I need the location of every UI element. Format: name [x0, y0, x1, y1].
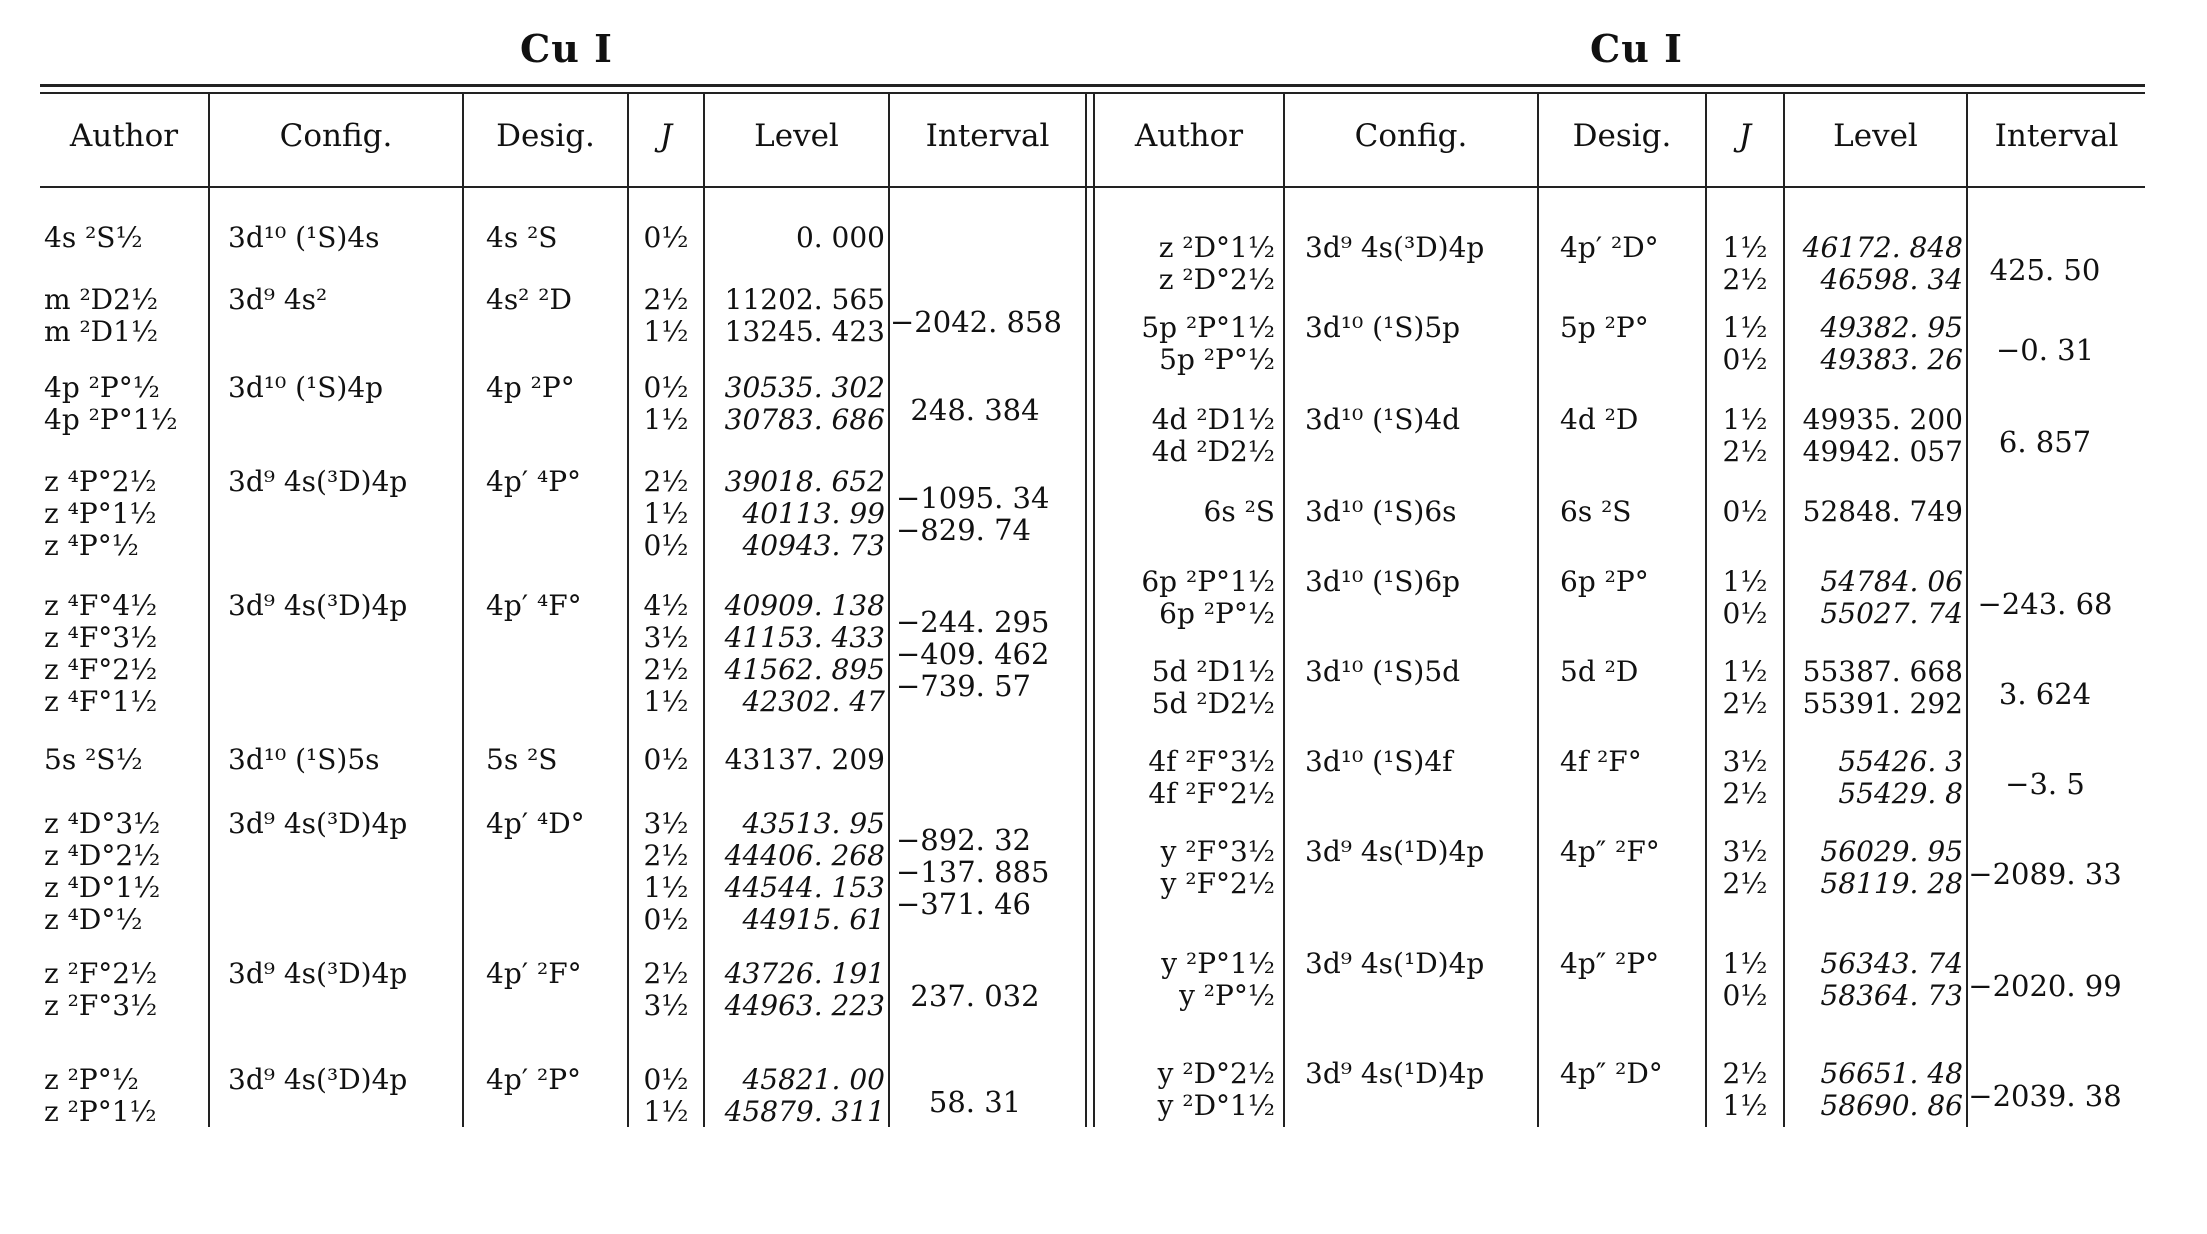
configuration: 3d¹⁰ (¹S)6s: [1305, 495, 1457, 528]
j-value: 1½: [643, 403, 689, 436]
center-double-rule: [1085, 92, 1087, 1127]
j-value: 0½: [1722, 495, 1768, 528]
interval-value: −409. 462: [896, 637, 1050, 671]
interval-value: −892. 32: [896, 823, 1031, 857]
designation: 4f ²F°: [1560, 745, 1642, 778]
level-value: 46172. 848: [1802, 231, 1963, 264]
j-value: 1½: [1722, 565, 1768, 598]
level-value: 0. 000: [795, 221, 885, 254]
designation: 5p ²P°: [1560, 311, 1649, 344]
header-desig: Desig.: [496, 118, 595, 154]
author-term: z ²D°1½: [1158, 231, 1275, 264]
configuration: 3d⁹ 4s²: [228, 283, 328, 316]
author-term: 5d ²D1½: [1151, 655, 1275, 688]
header-level: Level: [1833, 118, 1918, 154]
j-value: 1½: [1722, 947, 1768, 980]
author-term: 5s ²S½: [44, 743, 143, 776]
j-value: 2½: [643, 839, 689, 872]
j-value: 0½: [643, 903, 689, 936]
level-value: 56029. 95: [1820, 835, 1963, 868]
header-desig: Desig.: [1572, 118, 1672, 154]
j-value: 1½: [643, 685, 689, 718]
author-term: m ²D1½: [44, 315, 159, 348]
author-term: 4p ²P°½: [44, 371, 160, 404]
author-term: z ⁴F°1½: [44, 685, 158, 718]
j-value: 2½: [1722, 435, 1768, 468]
interval-value: 3. 624: [1998, 677, 2092, 711]
level-value: 43137. 209: [724, 743, 885, 776]
author-term: z ²D°2½: [1158, 263, 1275, 296]
configuration: 3d¹⁰ (¹S)5s: [228, 743, 380, 776]
interval-value: −0. 31: [1995, 333, 2095, 367]
level-value: 44915. 61: [742, 903, 885, 936]
level-value: 58364. 73: [1820, 979, 1963, 1012]
header-interval: Interval: [1994, 118, 2119, 154]
level-value: 46598. 34: [1820, 263, 1963, 296]
designation: 4p′ ²F°: [486, 957, 582, 990]
author-term: 5p ²P°1½: [1141, 311, 1275, 344]
author-term: z ⁴D°2½: [44, 839, 161, 872]
author-term: z ⁴F°4½: [44, 589, 158, 622]
author-term: z ⁴D°3½: [44, 807, 161, 840]
level-value: 55387. 668: [1802, 655, 1963, 688]
header-author: Author: [69, 118, 179, 154]
j-value: 2½: [643, 283, 689, 316]
interval-value: −2020. 99: [1968, 969, 2122, 1003]
j-value: 0½: [643, 1063, 689, 1096]
j-value: 0½: [643, 529, 689, 562]
j-value: 1½: [643, 315, 689, 348]
author-term: y ²P°½: [1179, 979, 1275, 1012]
column-rule: [627, 92, 629, 1127]
configuration: 3d¹⁰ (¹S)5p: [1305, 311, 1461, 344]
j-value: 2½: [643, 957, 689, 990]
interval-value: −137. 885: [896, 855, 1050, 889]
j-value: 2½: [1722, 1057, 1768, 1090]
header-j: J: [659, 118, 673, 154]
author-term: y ²F°3½: [1160, 835, 1275, 868]
author-term: z ²P°1½: [44, 1095, 157, 1128]
author-term: m ²D2½: [44, 283, 159, 316]
header-j: J: [1738, 118, 1752, 154]
designation: 6p ²P°: [1560, 565, 1649, 598]
designation: 4d ²D: [1560, 403, 1639, 436]
configuration: 3d¹⁰ (¹S)6p: [1305, 565, 1461, 598]
j-value: 2½: [643, 653, 689, 686]
designation: 4p′ ²P°: [486, 1063, 582, 1096]
designation: 6s ²S: [1560, 495, 1632, 528]
author-term: 5d ²D2½: [1151, 687, 1275, 720]
designation: 4p′ ⁴P°: [486, 465, 582, 498]
author-term: 4d ²D2½: [1151, 435, 1275, 468]
level-value: 11202. 565: [724, 283, 885, 316]
level-value: 44963. 223: [724, 989, 885, 1022]
j-value: 3½: [1722, 745, 1768, 778]
level-value: 40113. 99: [742, 497, 885, 530]
level-value: 55429. 8: [1838, 777, 1963, 810]
configuration: 3d⁹ 4s(³D)4p: [228, 465, 408, 498]
header-config: Config.: [1354, 118, 1468, 154]
author-term: z ⁴P°2½: [44, 465, 157, 498]
designation: 4p″ ²F°: [1560, 835, 1660, 868]
j-value: 2½: [1722, 867, 1768, 900]
level-value: 45821. 00: [742, 1063, 885, 1096]
j-value: 2½: [1722, 687, 1768, 720]
designation: 4p′ ⁴F°: [486, 589, 582, 622]
level-value: 44544. 153: [724, 871, 885, 904]
j-value: 0½: [643, 743, 689, 776]
author-term: z ⁴D°½: [44, 903, 143, 936]
level-value: 54784. 06: [1820, 565, 1963, 598]
j-value: 3½: [643, 989, 689, 1022]
designation: 4s² ²D: [486, 283, 572, 316]
configuration: 3d⁹ 4s(³D)4p: [228, 807, 408, 840]
column-rule: [1283, 92, 1285, 1127]
level-value: 55027. 74: [1820, 597, 1963, 630]
j-value: 4½: [643, 589, 689, 622]
j-value: 0½: [1722, 597, 1768, 630]
j-value: 1½: [1722, 655, 1768, 688]
interval-value: −2039. 38: [1968, 1079, 2122, 1113]
level-value: 30783. 686: [724, 403, 885, 436]
configuration: 3d⁹ 4s(³D)4p: [228, 1063, 408, 1096]
interval-value: 237. 032: [910, 979, 1040, 1013]
j-value: 3½: [643, 807, 689, 840]
author-term: 4d ²D1½: [1151, 403, 1275, 436]
configuration: 3d⁹ 4s(¹D)4p: [1305, 947, 1485, 980]
designation: 4p′ ²D°: [1560, 231, 1659, 264]
level-value: 39018. 652: [724, 465, 885, 498]
top-rule: [40, 84, 2145, 87]
j-value: 3½: [1722, 835, 1768, 868]
designation: 5s ²S: [486, 743, 558, 776]
interval-value: −1095. 34: [896, 481, 1050, 515]
j-value: 1½: [1722, 403, 1768, 436]
author-term: y ²P°1½: [1161, 947, 1275, 980]
j-value: 0½: [1722, 343, 1768, 376]
configuration: 3d⁹ 4s(¹D)4p: [1305, 1057, 1485, 1090]
j-value: 2½: [643, 465, 689, 498]
interval-value: −739. 57: [896, 669, 1031, 703]
configuration: 3d¹⁰ (¹S)4d: [1305, 403, 1461, 436]
j-value: 2½: [1722, 263, 1768, 296]
designation: 5d ²D: [1560, 655, 1639, 688]
level-value: 43513. 95: [742, 807, 885, 840]
level-value: 30535. 302: [724, 371, 885, 404]
j-value: 1½: [1722, 311, 1768, 344]
level-value: 49935. 200: [1802, 403, 1963, 436]
configuration: 3d⁹ 4s(³D)4p: [228, 957, 408, 990]
author-term: z ⁴F°3½: [44, 621, 158, 654]
level-value: 55426. 3: [1838, 745, 1963, 778]
author-term: z ⁴F°2½: [44, 653, 158, 686]
author-term: y ²D°2½: [1157, 1057, 1275, 1090]
level-value: 56651. 48: [1820, 1057, 1963, 1090]
configuration: 3d⁹ 4s(³D)4p: [228, 589, 408, 622]
column-rule: [462, 92, 464, 1127]
column-rule: [208, 92, 210, 1127]
interval-value: −829. 74: [896, 513, 1031, 547]
level-value: 52848. 749: [1802, 495, 1963, 528]
designation: 4s ²S: [486, 221, 558, 254]
j-value: 0½: [643, 371, 689, 404]
level-value: 49942. 057: [1802, 435, 1963, 468]
column-rule: [888, 92, 890, 1127]
interval-value: −3. 5: [2005, 767, 2085, 801]
level-value: 58690. 86: [1820, 1089, 1963, 1122]
header-level: Level: [754, 118, 839, 154]
j-value: 1½: [643, 1095, 689, 1128]
j-value: 2½: [1722, 777, 1768, 810]
configuration: 3d⁹ 4s(³D)4p: [1305, 231, 1485, 264]
header-interval: Interval: [925, 118, 1050, 154]
level-value: 49383. 26: [1820, 343, 1963, 376]
j-value: 1½: [1722, 1089, 1768, 1122]
header-config: Config.: [279, 118, 393, 154]
designation: 4p ²P°: [486, 371, 575, 404]
interval-value: −243. 68: [1977, 587, 2113, 621]
author-term: 4s ²S½: [44, 221, 143, 254]
author-term: z ²F°2½: [44, 957, 158, 990]
designation: 4p′ ⁴D°: [486, 807, 585, 840]
author-term: 6p ²P°½: [1159, 597, 1275, 630]
author-term: z ⁴D°1½: [44, 871, 161, 904]
level-value: 45879. 311: [724, 1095, 885, 1128]
level-value: 40943. 73: [742, 529, 885, 562]
interval-value: 58. 31: [928, 1085, 1022, 1119]
center-double-rule: [1093, 92, 1095, 1127]
interval-value: −2042. 858: [890, 305, 1062, 339]
j-value: 0½: [643, 221, 689, 254]
author-term: 5p ²P°½: [1159, 343, 1275, 376]
level-value: 41562. 895: [724, 653, 885, 686]
level-value: 49382. 95: [1820, 311, 1963, 344]
author-term: z ²P°½: [44, 1063, 139, 1096]
author-term: y ²F°2½: [1160, 867, 1275, 900]
level-value: 41153. 433: [724, 621, 885, 654]
configuration: 3d⁹ 4s(¹D)4p: [1305, 835, 1485, 868]
level-value: 42302. 47: [742, 685, 885, 718]
j-value: 1½: [1722, 231, 1768, 264]
right-table-title: Cu I: [1590, 26, 1683, 71]
configuration: 3d¹⁰ (¹S)5d: [1305, 655, 1461, 688]
interval-value: −2089. 33: [1968, 857, 2122, 891]
level-value: 55391. 292: [1802, 687, 1963, 720]
configuration: 3d¹⁰ (¹S)4s: [228, 221, 380, 254]
interval-value: 425. 50: [1989, 253, 2101, 287]
interval-value: −371. 46: [896, 887, 1031, 921]
configuration: 3d¹⁰ (¹S)4f: [1305, 745, 1453, 778]
level-value: 56343. 74: [1820, 947, 1963, 980]
j-value: 0½: [1722, 979, 1768, 1012]
configuration: 3d¹⁰ (¹S)4p: [228, 371, 384, 404]
interval-value: 6. 857: [1998, 425, 2092, 459]
designation: 4p″ ²P°: [1560, 947, 1660, 980]
column-rule: [1705, 92, 1707, 1127]
level-value: 43726. 191: [724, 957, 885, 990]
author-term: z ²F°3½: [44, 989, 158, 1022]
level-value: 13245. 423: [724, 315, 885, 348]
j-value: 1½: [643, 497, 689, 530]
author-term: 6p ²P°1½: [1141, 565, 1275, 598]
author-term: 6s ²S: [1203, 495, 1275, 528]
j-value: 1½: [643, 871, 689, 904]
author-term: z ⁴P°1½: [44, 497, 157, 530]
j-value: 3½: [643, 621, 689, 654]
author-term: z ⁴P°½: [44, 529, 139, 562]
left-table-title: Cu I: [520, 26, 613, 71]
column-rule: [1537, 92, 1539, 1127]
level-value: 40909. 138: [724, 589, 885, 622]
author-term: 4f ²F°3½: [1148, 745, 1275, 778]
level-value: 58119. 28: [1820, 867, 1963, 900]
interval-value: 248. 384: [910, 393, 1040, 427]
header-author: Author: [1134, 118, 1244, 154]
author-term: 4f ²F°2½: [1148, 777, 1275, 810]
author-term: 4p ²P°1½: [44, 403, 178, 436]
level-value: 44406. 268: [724, 839, 885, 872]
interval-value: −244. 295: [896, 605, 1050, 639]
designation: 4p″ ²D°: [1560, 1057, 1663, 1090]
author-term: y ²D°1½: [1157, 1089, 1275, 1122]
